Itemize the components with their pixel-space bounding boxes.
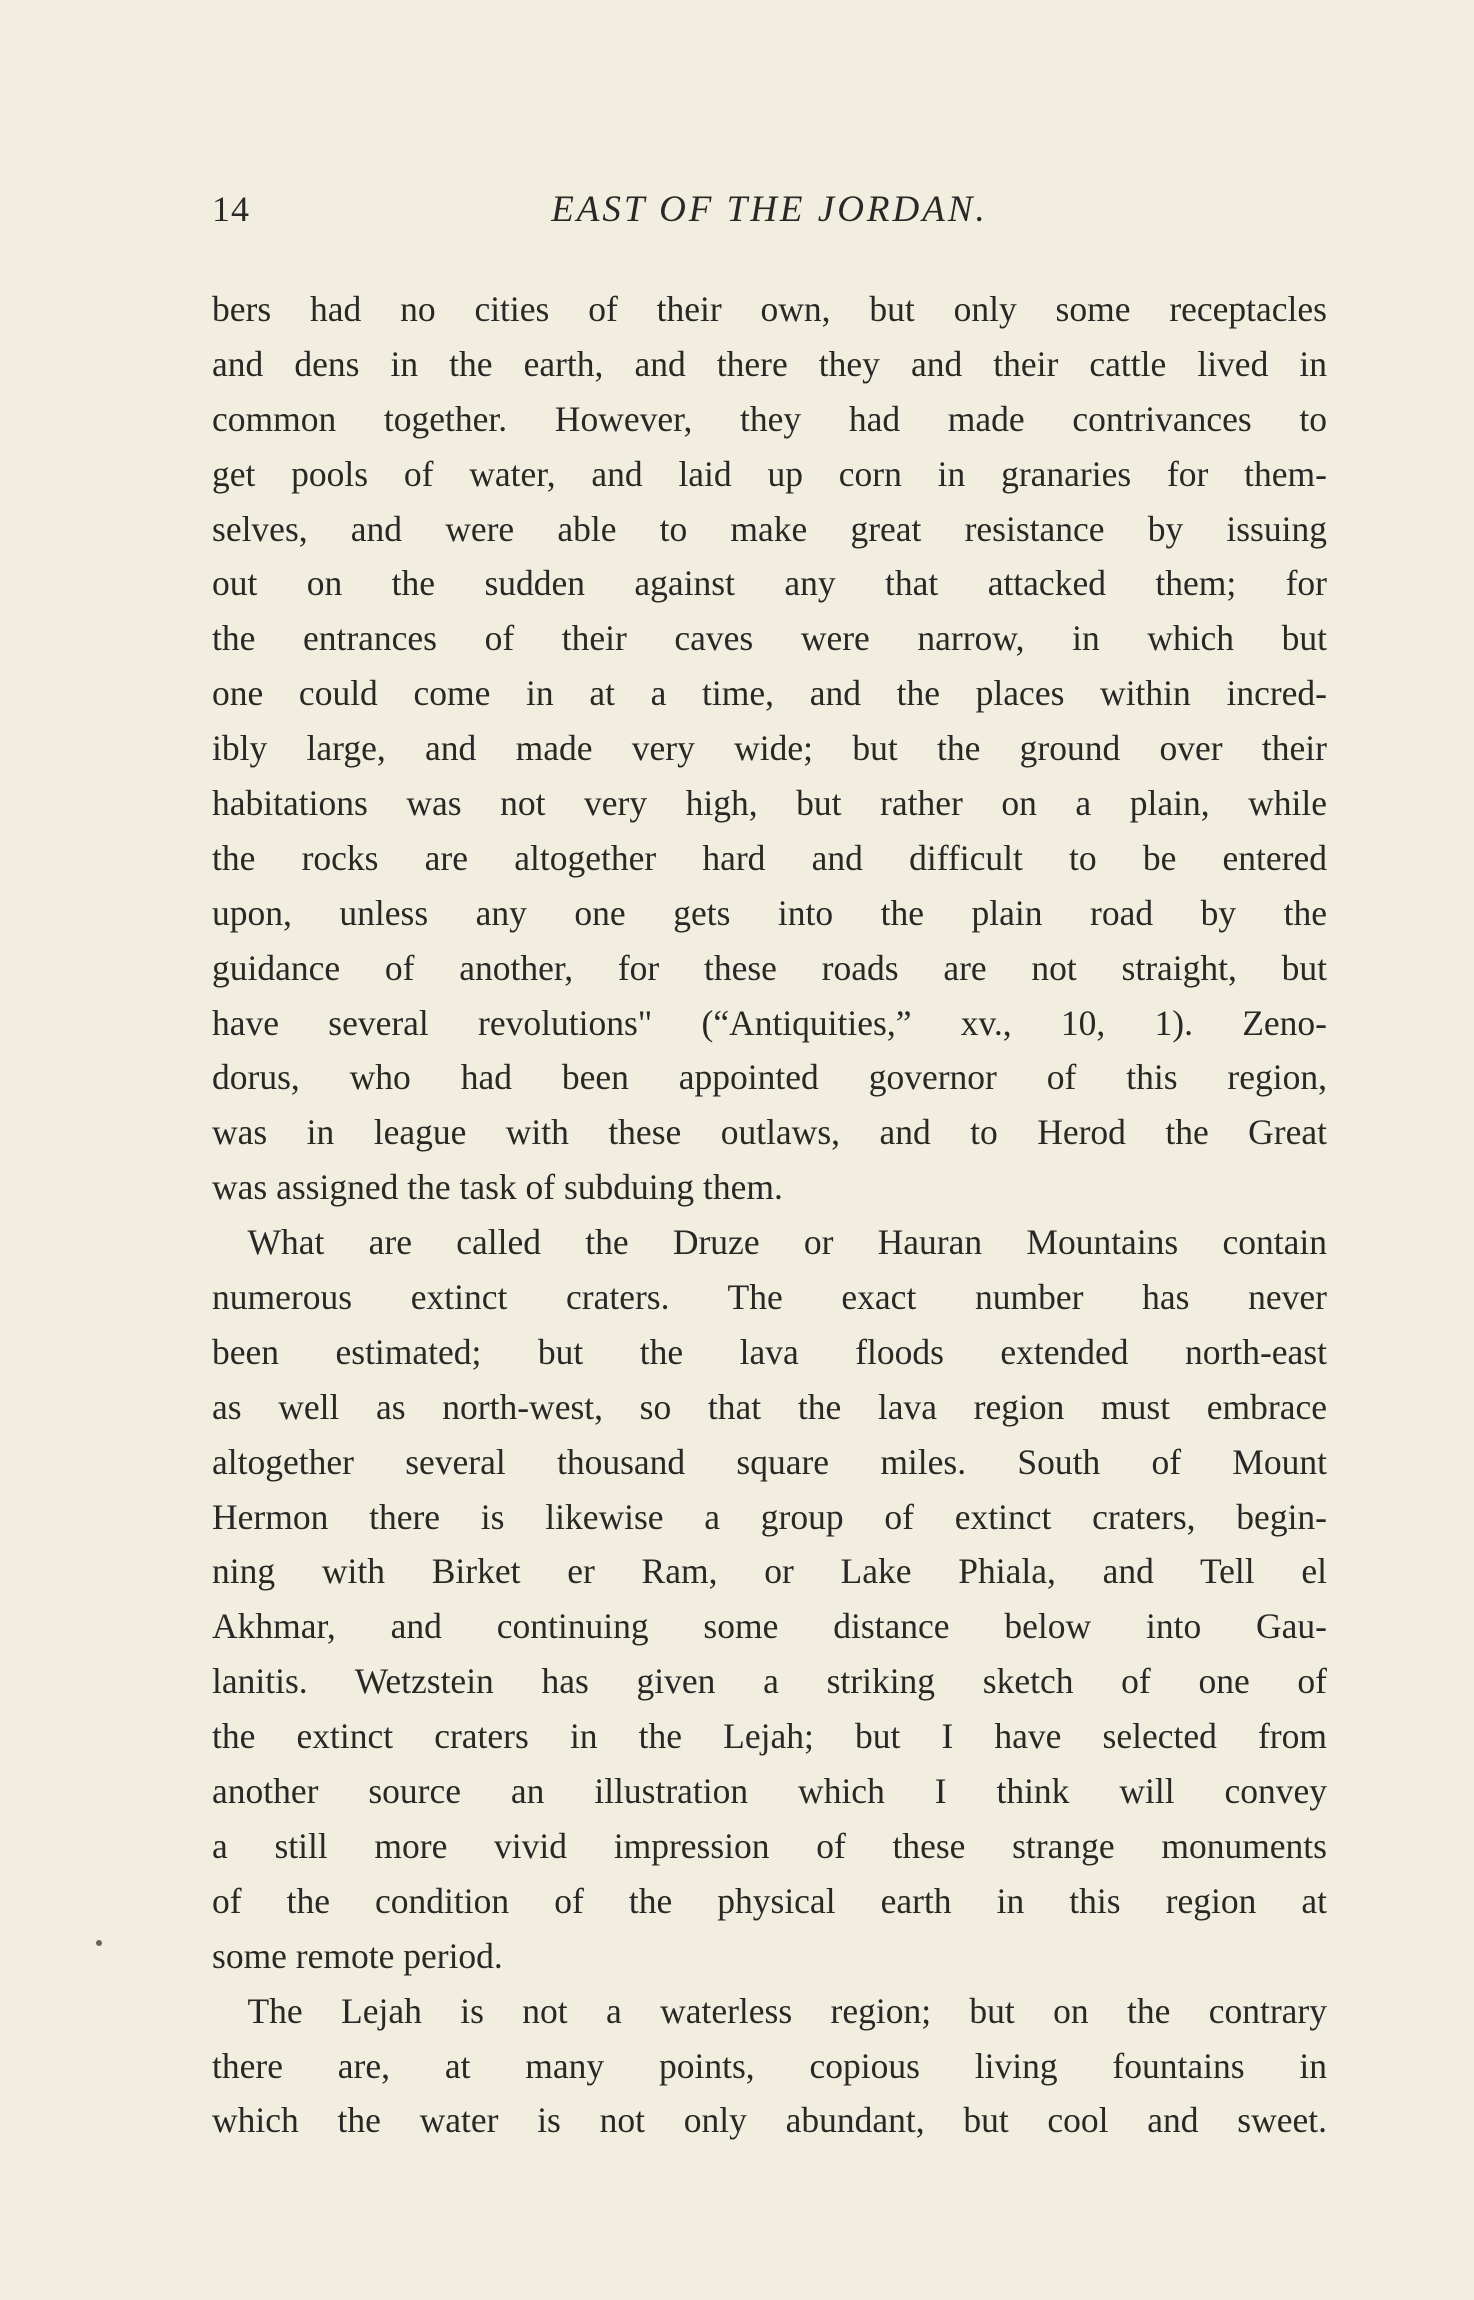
text-line: out on the sudden against any that attacked them; for [212, 563, 1327, 604]
text-line: been estimated; but the lava floods extended north-east [212, 1331, 1327, 1372]
text-line: there are, at many points, copious living fountains in [212, 2045, 1327, 2086]
text-line: ning with Birket er Ram, or Lake Phiala, and Tell el [212, 1551, 1327, 1592]
text-line: another source an illustration which I think will convey [212, 1771, 1327, 1812]
text-line: habitations was not very high, but rather on a plain, while [212, 783, 1327, 824]
text-line: numerous extinct craters. The exact number has never [212, 1277, 1327, 1318]
text-line: What are called the Druze or Hauran Mountains contain [212, 1222, 1327, 1263]
body-text [212, 282, 1327, 2148]
text-line: The Lejah is not a waterless region; but on the contrary [212, 1990, 1327, 2031]
page-number: 14 [212, 189, 250, 229]
text-line: and dens in the earth, and there they and their cattle lived in [212, 343, 1327, 384]
text-line: common together. However, they had made contrivances to [212, 398, 1327, 439]
running-head: EAST OF THE JORDAN. [551, 189, 988, 230]
text-line: Hermon there is likewise a group of extinct craters, begin- [212, 1496, 1327, 1537]
text-line: dorus, who had been appointed governor of this region, [212, 1057, 1327, 1098]
text-line: ibly large, and made very wide; but the ground over their [212, 728, 1327, 769]
text-line: a still more vivid impression of these strange monuments [212, 1825, 1327, 1866]
text-line: the rocks are altogether hard and difficult to be entered [212, 837, 1327, 878]
text-line: the entrances of their caves were narrow, in which but [212, 618, 1327, 659]
text-line: get pools of water, and laid up corn in granaries for them- [212, 453, 1327, 494]
text-line: some remote period. [212, 1935, 503, 1976]
text-line: one could come in at a time, and the places within incred- [212, 673, 1327, 714]
text-line: selves, and were able to make great resistance by issuing [212, 508, 1327, 549]
text-line: Akhmar, and continuing some distance below into Gau- [212, 1606, 1327, 1647]
text-line: have several revolutions" (“Antiquities,” xv., 10, 1). Zeno- [212, 1002, 1327, 1043]
paper-speck [96, 1940, 102, 1946]
text-line: the extinct craters in the Lejah; but I have selected from [212, 1716, 1327, 1757]
text-line: guidance of another, for these roads are not straight, but [212, 947, 1327, 988]
page-header [212, 188, 1327, 248]
text-line: altogether several thousand square miles. South of Mount [212, 1441, 1327, 1482]
text-line: was assigned the task of subduing them. [212, 1167, 783, 1208]
text-line: bers had no cities of their own, but only some receptacles [212, 289, 1327, 329]
text-line: was in league with these outlaws, and to Herod the Great [212, 1112, 1327, 1153]
text-line: upon, unless any one gets into the plain road by the [212, 892, 1327, 933]
text-line: lanitis. Wetzstein has given a striking sketch of one of [212, 1661, 1327, 1702]
text-line: as well as north-west, so that the lava region must embrace [212, 1386, 1327, 1427]
text-line: of the condition of the physical earth in this region at [212, 1880, 1327, 1921]
text-line: which the water is not only abundant, but cool and sweet. [212, 2100, 1327, 2141]
